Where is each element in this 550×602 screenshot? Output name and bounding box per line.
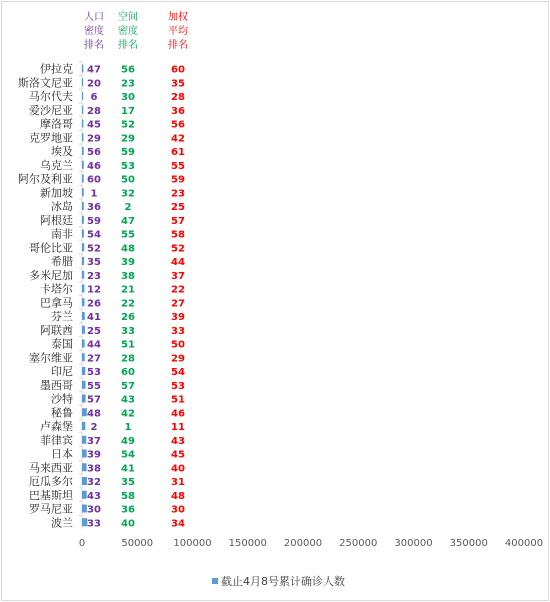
rank-value: 1 [90,188,98,200]
bar [82,450,87,458]
bar [82,243,84,251]
bar [82,216,84,224]
rank-value: 21 [121,284,135,296]
category-label: 罗马尼亚 [29,502,73,516]
rank-value: 1 [124,422,132,433]
rank-header-2-1: 平均 [168,26,188,37]
rank-value: 60 [121,367,135,378]
rank-value: 37 [87,435,101,447]
bar [82,367,85,375]
rank-value: 11 [171,422,185,433]
rank-value: 43 [87,490,101,502]
rank-value: 57 [121,380,135,392]
rank-value: 38 [87,463,101,475]
category-label: 印尼 [51,365,73,378]
rank-value: 35 [171,78,185,90]
category-label: 卢森堡 [40,420,73,433]
bar [82,202,84,210]
bar [82,436,86,444]
category-label: 阿根廷 [40,213,73,227]
rank-value: 52 [171,243,185,255]
bar [82,92,83,100]
rank-value: 41 [121,463,135,475]
rank-value: 42 [171,133,185,145]
rank-value: 43 [121,394,135,406]
rank-value: 53 [121,160,135,172]
rank-value: 2 [90,422,98,433]
rank-value: 53 [87,367,101,378]
x-tick-label: 100000 [173,538,212,549]
rank-header-1-1: 密度 [118,26,138,37]
bar [82,133,83,141]
rank-value: 55 [87,380,101,392]
rank-value: 28 [121,353,135,365]
category-label: 克罗地亚 [29,131,73,145]
rank-value: 30 [121,92,135,103]
rank-value: 33 [171,325,185,337]
rank-value: 36 [87,202,101,213]
rank-value: 55 [121,229,135,241]
rank-value: 39 [87,449,101,461]
rank-header-0-2: 排名 [84,40,104,51]
category-label: 斯洛文尼亚 [18,76,73,90]
rank-value: 40 [171,463,185,475]
legend-swatch [212,578,218,584]
rank-value: 42 [121,408,135,420]
rank-value: 59 [171,174,185,186]
rank-value: 46 [171,408,185,420]
bar [82,298,84,306]
rank-value: 49 [121,435,135,447]
rank-value: 36 [171,105,185,117]
rank-value: 2 [124,202,132,213]
bar [82,175,84,183]
rank-header-0-1: 密度 [84,26,104,37]
category-label: 多米尼加 [29,268,73,282]
rank-value: 26 [121,312,135,323]
category-label: 阿尔及利亚 [18,172,73,186]
rank-value: 60 [87,174,101,186]
category-label: 沙特 [51,392,73,406]
category-label: 塞尔维亚 [29,351,73,365]
bar [82,340,85,348]
rank-value: 57 [171,215,185,227]
category-label: 阿联酋 [40,323,73,337]
bar [82,271,84,279]
rank-value: 46 [87,160,101,172]
bar [82,312,85,320]
rank-value: 44 [171,257,185,268]
category-label: 卡塔尔 [40,282,73,296]
bar [82,381,86,389]
rank-value: 32 [121,188,135,200]
rank-value: 56 [87,147,101,158]
rank-value: 52 [121,119,135,131]
rank-value: 34 [171,518,185,530]
rank-value: 31 [171,477,185,488]
rank-value: 45 [171,449,185,461]
category-label: 乌克兰 [40,158,73,172]
rank-value: 29 [87,133,101,145]
x-tick-label: 200000 [283,538,323,549]
rank-value: 54 [87,229,101,241]
rank-value: 20 [87,78,101,90]
category-label: 爱沙尼亚 [29,103,73,117]
rank-value: 55 [171,160,185,172]
x-tick-label: 300000 [394,538,433,549]
rank-value: 56 [171,119,185,131]
x-tick-label: 50000 [121,538,154,549]
rank-value: 39 [171,312,185,323]
rank-value: 59 [87,215,101,227]
rank-value: 22 [171,284,185,296]
category-label: 埃及 [51,145,73,158]
bar [82,78,83,86]
rank-value: 33 [121,325,135,337]
rank-value: 35 [121,477,135,488]
rank-header-0-0: 人口 [84,12,104,23]
rank-value: 37 [171,270,185,282]
category-label: 菲律宾 [40,433,73,447]
rank-value: 23 [171,188,185,200]
bar [82,65,83,73]
category-label: 哥伦比亚 [29,241,73,255]
rank-value: 60 [171,64,185,76]
rank-value: 36 [121,504,135,516]
rank-value: 22 [121,298,135,310]
rank-value: 47 [87,64,101,76]
rank-value: 45 [87,119,101,131]
bar [82,463,87,471]
rank-value: 29 [121,133,135,145]
x-tick-label: 400000 [504,538,544,549]
category-label: 冰岛 [51,200,73,213]
bar [82,257,84,265]
rank-value: 23 [87,270,101,282]
rank-value: 27 [171,298,185,310]
rank-value: 54 [171,367,185,378]
rank-value: 28 [87,105,101,117]
rank-header-1-2: 排名 [118,40,138,51]
category-label: 希腊 [51,255,73,268]
bar [82,147,84,155]
bar [82,395,86,403]
category-label: 芬兰 [51,310,73,323]
rank-value: 35 [87,257,101,268]
category-label: 马尔代夫 [29,90,73,103]
rank-value: 52 [87,243,101,255]
rank-value: 59 [121,147,135,158]
category-label: 摩洛哥 [40,117,73,131]
rank-value: 40 [121,518,135,530]
rank-value: 28 [171,92,185,103]
rank-value: 61 [171,147,185,158]
bar [82,353,85,361]
x-tick-label: 250000 [339,538,378,549]
rank-value: 41 [87,312,101,323]
rank-value: 29 [171,353,185,365]
category-label: 南非 [51,227,73,241]
rank-value: 47 [121,215,135,227]
bar [82,230,84,238]
rank-value: 33 [87,518,101,530]
rank-value: 27 [87,353,101,365]
rank-value: 25 [87,325,101,337]
category-label: 日本 [51,447,73,461]
rank-header-2-0: 加权 [168,12,188,23]
bar [82,491,87,499]
rank-value: 58 [171,229,185,241]
rank-value: 6 [90,92,98,103]
bar [82,422,85,430]
rank-value: 23 [121,78,135,90]
category-label: 墨西哥 [40,378,73,392]
rank-value: 32 [87,477,101,488]
rank-value: 48 [171,490,185,502]
legend-label: 截止4月8号累计确诊人数 [221,575,345,588]
category-label: 马来西亚 [29,461,73,475]
rank-value: 51 [171,394,185,406]
rank-value: 17 [121,105,135,117]
category-label: 伊拉克 [40,62,73,76]
rank-value: 12 [87,284,101,296]
rank-value: 26 [87,298,101,310]
rank-value: 56 [121,64,135,76]
rank-value: 48 [87,408,101,420]
x-tick-label: 350000 [449,538,488,549]
category-label: 巴拿马 [40,296,73,310]
bar [82,326,85,334]
rank-value: 50 [171,339,185,351]
x-tick-label: 150000 [228,538,267,549]
bar [82,120,83,128]
rank-value: 30 [171,504,185,516]
bar [82,106,83,114]
category-label: 秘鲁 [51,406,73,420]
rank-value: 53 [171,380,185,392]
rank-value: 39 [121,257,135,268]
rank-value: 54 [121,449,135,461]
rank-value: 43 [171,435,185,447]
rank-value: 25 [171,202,185,213]
x-tick-label: 0 [78,538,86,549]
rank-value: 30 [87,504,101,516]
category-label: 泰国 [51,337,73,351]
rank-value: 58 [121,490,135,502]
rank-value: 44 [87,339,101,351]
bar [82,285,84,293]
rank-value: 51 [121,339,135,351]
bar [82,161,84,169]
rank-value: 57 [87,394,101,406]
rank-header-2-2: 排名 [168,40,188,51]
category-label: 厄瓜多尔 [29,475,73,488]
category-label: 巴基斯坦 [29,488,73,502]
rank-header-1-0: 空间 [118,12,138,23]
bar [82,188,84,196]
rank-value: 48 [121,243,135,255]
rank-value: 38 [121,270,135,282]
rank-value: 50 [121,174,135,186]
category-label: 波兰 [51,516,73,530]
category-label: 新加坡 [40,186,73,200]
